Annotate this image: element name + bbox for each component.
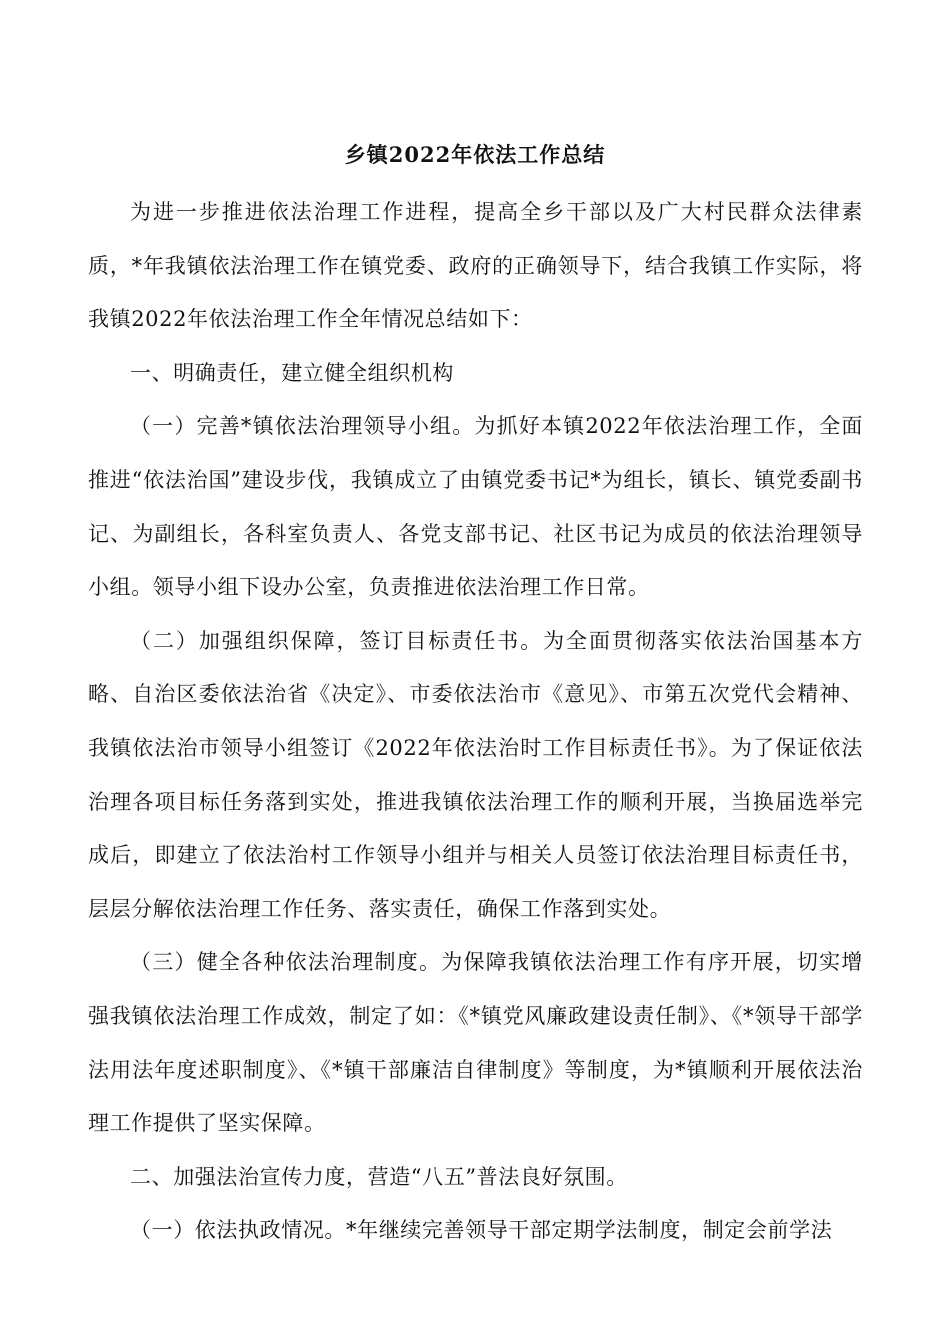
intro-paragraph: 为进一步推进依法治理工作进程，提高全乡干部以及广大村民群众法律素质，*年我镇依法治理工作在镇党委、政府的正确领导下，结合我镇工作实际，将我镇2022年依法治理工作全年情况总结如下： (88, 200, 863, 332)
document-title: 乡镇2022年依法工作总结 (344, 142, 606, 167)
paragraph-1-1: （一）完善*镇依法治理领导小组。为抓好本镇2022年依法治理工作，全面推进“依法治国”建设步伐，我镇成立了由镇党委书记*为组长，镇长、镇党委副书记、为副组长，各科室负责人、各党支部书记、社区书记为成员的依法治理领导小组。领导小组下设办公室，负责推进依法治理工作日常。 (88, 414, 863, 600)
paragraph-2-1: （一）依法执政情况。*年继续完善领导干部定期学法制度，制定会前学法 (130, 1218, 833, 1243)
section-heading-2: 二、加强法治宣传力度，营造“八五”普法良好氛围。 (130, 1164, 628, 1189)
paragraph-1-2: （二）加强组织保障，签订目标责任书。为全面贯彻落实依法治国基本方略、自治区委依法治省《决定》、市委依法治市《意见》、市第五次党代会精神、我镇依法治市领导小组签订《2022年依法治时工作目标责任书》。为了保证依法治理各项目标任务落到实处，推进我镇依法治理工作的顺利开展，当换届选举完成后，即建立了依法治村工作领导小组并与相关人员签订依法治理目标责任书，层层分解依法治理工作任务、落实责任，确保工作落到实处。 (88, 628, 863, 921)
document-body (88, 186, 863, 1258)
paragraph-1-3: （三）健全各种依法治理制度。为保障我镇依法治理工作有序开展，切实增强我镇依法治理工作成效，制定了如：《*镇党风廉政建设责任制》、《*领导干部学法用法年度述职制度》、《*镇干部廉洁自律制度》等制度，为*镇顺利开展依法治理工作提供了坚实保障。 (88, 950, 863, 1136)
section-heading-1: 一、明确责任，建立健全组织机构 (130, 360, 454, 385)
